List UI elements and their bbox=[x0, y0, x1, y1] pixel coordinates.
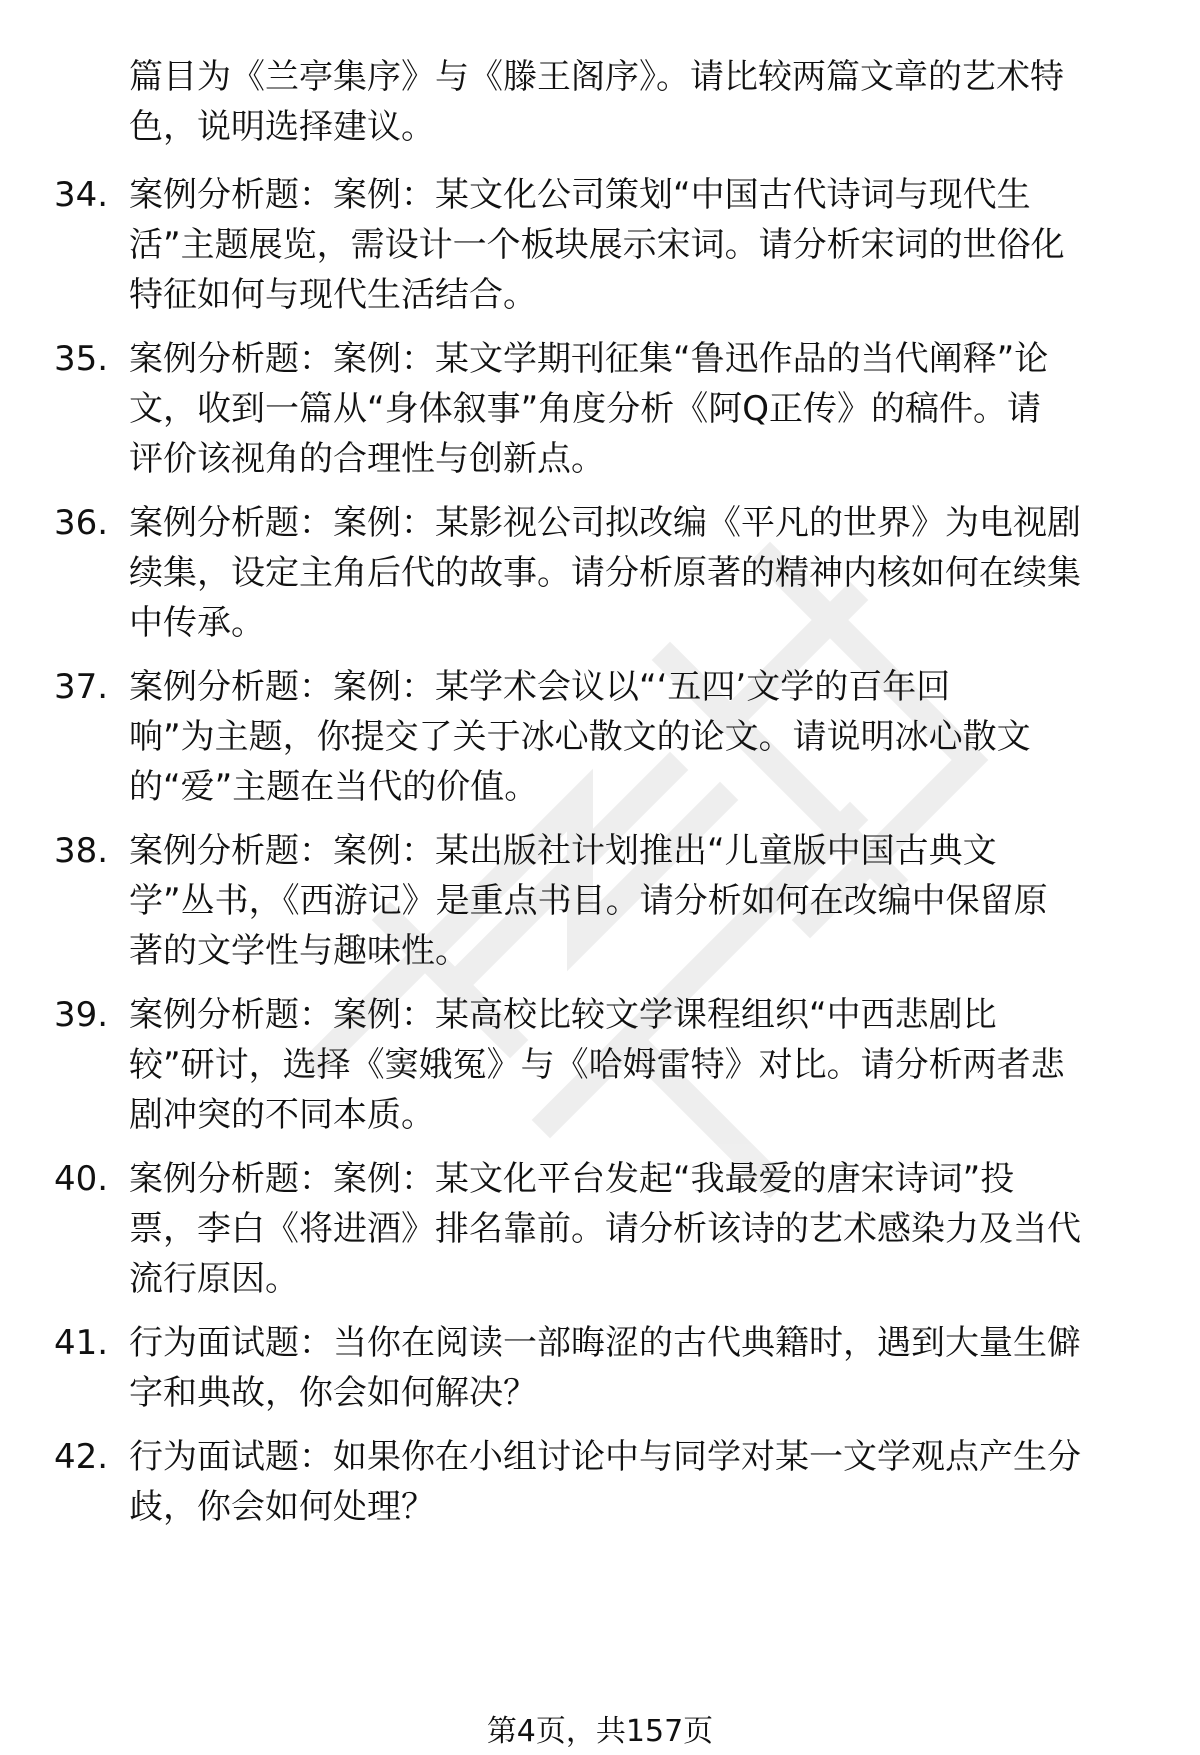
question-text bbox=[129, 334, 1139, 484]
question-text bbox=[129, 170, 1139, 320]
text-line: 行为面试题：如果你在小组讨论中与同学对某一文学观点产生分 bbox=[129, 1437, 1081, 1477]
text-line: 特征如何与现代生活结合。 bbox=[129, 275, 537, 315]
question-text bbox=[129, 990, 1139, 1140]
question-text bbox=[129, 662, 1139, 812]
text-line: 案例分析题：案例：某文学期刊征集“鲁迅作品的当代阐释”论 bbox=[129, 339, 1049, 379]
question-text bbox=[129, 1432, 1139, 1532]
question-number: 42. bbox=[54, 1437, 109, 1477]
question-number: 40. bbox=[54, 1159, 109, 1199]
text-line: 响”为主题，你提交了关于冰心散文的论文。请说明冰心散文 bbox=[129, 717, 1031, 757]
text-line: 票，李白《将进酒》排名靠前。请分析该诗的艺术感染力及当代 bbox=[129, 1209, 1081, 1249]
continuation-text bbox=[129, 52, 1139, 152]
question-number: 36. bbox=[54, 503, 109, 543]
text-line: 活”主题展览，需设计一个板块展示宋词。请分析宋词的世俗化 bbox=[129, 225, 1065, 265]
text-line: 篇目为《兰亭集序》与《滕王阁序》。请比较两篇文章的艺术特 bbox=[129, 57, 1064, 97]
text-line: 著的文学性与趣味性。 bbox=[129, 931, 469, 971]
text-line: 评价该视角的合理性与创新点。 bbox=[129, 439, 605, 479]
text-line: 行为面试题：当你在阅读一部晦涩的古代典籍时，遇到大量生僻 bbox=[129, 1323, 1081, 1363]
question-number: 35. bbox=[54, 339, 109, 379]
text-line: 字和典故，你会如何解决？ bbox=[129, 1373, 537, 1413]
text-line: 续集，设定主角后代的故事。请分析原著的精神内核如何在续集 bbox=[129, 553, 1081, 593]
text-line: 案例分析题：案例：某高校比较文学课程组织“中西悲剧比 bbox=[129, 995, 997, 1035]
question-number: 37. bbox=[54, 667, 109, 707]
text-line: 案例分析题：案例：某学术会议以“‘五四’文学的百年回 bbox=[129, 667, 951, 707]
question-text bbox=[129, 826, 1139, 976]
text-line: 色，说明选择建议。 bbox=[129, 107, 435, 147]
question-number: 34. bbox=[54, 175, 109, 215]
text-line: 歧，你会如何处理？ bbox=[129, 1487, 435, 1527]
question-number: 41. bbox=[54, 1323, 109, 1363]
question-number: 38. bbox=[54, 831, 109, 871]
question-text bbox=[129, 498, 1139, 648]
text-line: 案例分析题：案例：某出版社计划推出“儿童版中国古典文 bbox=[129, 831, 997, 871]
text-line: 流行原因。 bbox=[129, 1259, 299, 1299]
question-number: 39. bbox=[54, 995, 109, 1035]
text-line: 学”丛书，《西游记》是重点书目。请分析如何在改编中保留原 bbox=[129, 881, 1048, 921]
text-line: 剧冲突的不同本质。 bbox=[129, 1095, 435, 1135]
text-line: 较”研讨，选择《窦娥冤》与《哈姆雷特》对比。请分析两者悲 bbox=[129, 1045, 1065, 1085]
text-line: 案例分析题：案例：某文化公司策划“中国古代诗词与现代生 bbox=[129, 175, 1031, 215]
text-line: 的“爱”主题在当代的价值。 bbox=[129, 767, 539, 807]
text-line: 中传承。 bbox=[129, 603, 265, 643]
question-text bbox=[129, 1318, 1139, 1418]
text-line: 文，收到一篇从“身体叙事”角度分析《阿Q正传》的稿件。请 bbox=[129, 389, 1041, 429]
page-footer: 第4页，共157页 bbox=[486, 1714, 714, 1749]
text-line: 案例分析题：案例：某文化平台发起“我最爱的唐宋诗词”投 bbox=[129, 1159, 1015, 1199]
question-text bbox=[129, 1154, 1139, 1304]
text-line: 案例分析题：案例：某影视公司拟改编《平凡的世界》为电视剧 bbox=[129, 503, 1081, 543]
